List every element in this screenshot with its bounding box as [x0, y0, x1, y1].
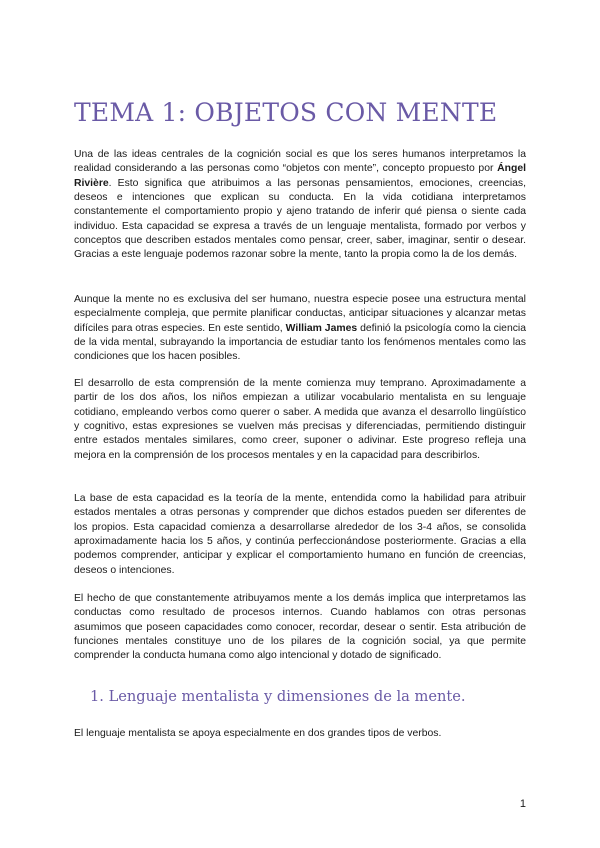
paragraph-atribucion-mental: [74, 592, 526, 664]
paragraph-objetos-con-mente: [74, 148, 526, 263]
highlighted-author-james: William James: [285, 322, 358, 334]
section-heading: 1. Lenguaje mentalista y dimensiones de la mente.: [90, 688, 466, 705]
highlighted-author-riviere: Ángel Rivière: [74, 163, 526, 189]
paragraph-text: El desarrollo de esta comprensión de la mente comienza muy temprano. Aproximadamente a partir de los dos años, los niños empiezan a utilizar vocabulario mentalista en su lenguaje cotidiano, empleando verbos como querer o saber. A medida que avanza el desarrollo lingüístico y cognitivo, estas expresiones se vuelven más precisas y diferenciadas, permitiendo distinguir entre estados mentales similares, como creer, suponer o adivinar. Este progreso refleja una mejora en la comprensión de los procesos mentales y en la capacidad para describirlos.: [74, 378, 526, 461]
paragraph-lenguaje-mentalista: [74, 727, 526, 741]
paragraph-text: La base de esta capacidad es la teoría de la mente, entendida como la habilidad para atribuir estados mentales a otras personas y comprender que dichos estados pueden ser diferentes de los propios. Esta capacidad comienza a desarrollarse alrededor de los 3-4 años, se consolida aproximadamente hacia los 5 años, y continúa perfeccionándose posteriormente. Gracias a ella podemos comprender, anticipar y explicar el comportamiento humano en función de creencias, deseos o intenciones.: [74, 493, 526, 576]
paragraph-text: . Esto significa que atribuimos a las personas pensamientos, emociones, creencias, deseos e intenciones que explican su conducta. En la vida cotidiana interpretamos constantemente el comportamiento propio y ajeno tratando de inferir qué piensa o siente cada individuo. Esta capacidad se expresa a través de un lenguaje mentalista, formado por verbos y conceptos que describen estados mentales como pensar, creer, saber, imaginar, sentir o desear. Gracias a este lenguaje podemos razonar sobre la mente, tanto la propia como la de los demás.: [74, 177, 526, 261]
paragraph-text: El lenguaje mentalista se apoya especialmente en dos grandes tipos de verbos.: [74, 728, 442, 739]
paragraph-text: El hecho de que constantemente atribuyamos mente a los demás implica que interpretamos las conductas como resultado de procesos internos. Cuando hablamos con otras personas asumimos que poseen capacidades como conocer, recordar, desear o sentir. Esta atribución de funciones mentales constituye uno de los pilares de la cognición social, ya que permite comprender la conducta humana como algo intencional y dotado de significado.: [74, 593, 526, 662]
paragraph-text: Una de las ideas centrales de la cognición social es que los seres humanos interpretamos la realidad considerando a las personas como “objetos con mente”, concepto propuesto por: [74, 149, 526, 175]
paragraph-text: definió la psicología como la ciencia de la vida mental, subrayando la importancia de estudiar tanto los fenómenos mentales como las condiciones que los hacen posibles.: [74, 322, 527, 363]
paragraph-text: Aunque la mente no es exclusiva del ser humano, nuestra especie posee una estructura mental especialmente compleja, que permite planificar conductas, anticipar situaciones y alcanzar metas difíciles para otras especies. En este sentido,: [74, 294, 526, 334]
paragraph-teoria-de-la-mente: [74, 492, 526, 578]
page-title: TEMA 1: OBJETOS CON MENTE: [74, 98, 498, 127]
page-number: 1: [519, 798, 526, 810]
paragraph-estructura-mental: [74, 293, 526, 365]
paragraph-desarrollo: [74, 377, 526, 463]
